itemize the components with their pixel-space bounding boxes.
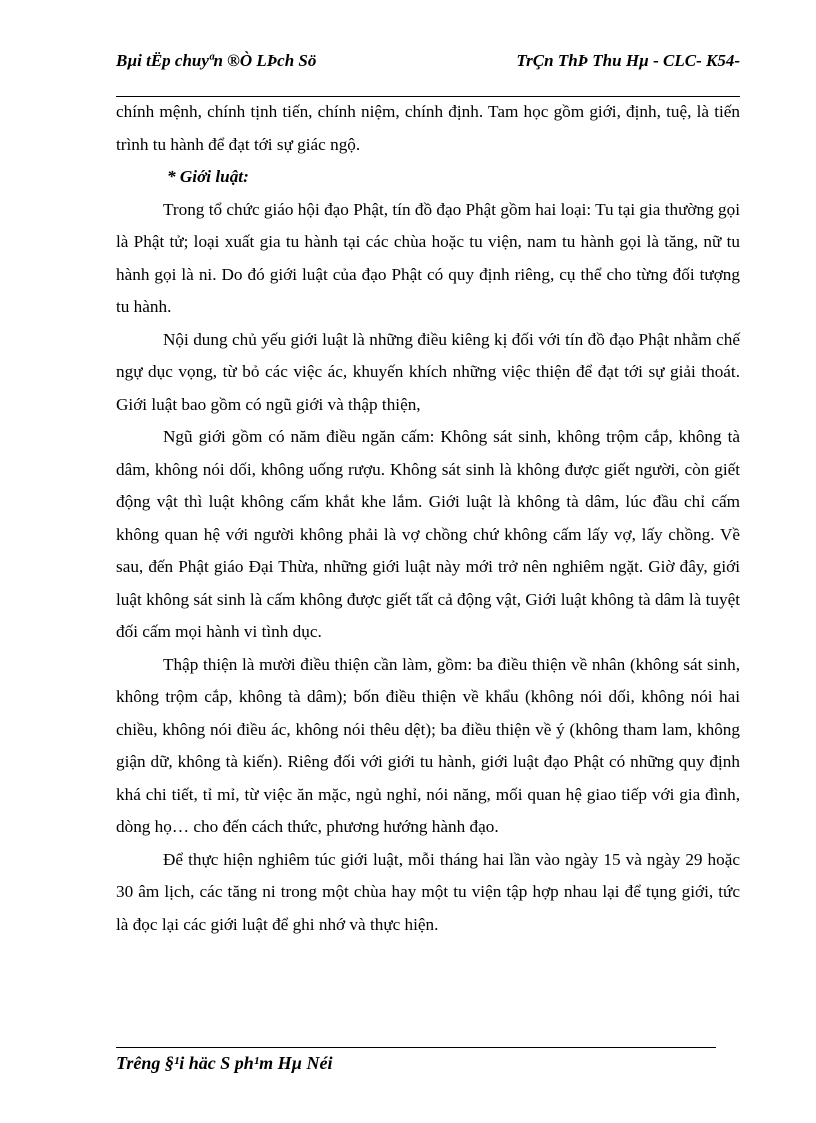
paragraph-1: Trong tổ chức giáo hội đạo Phật, tín đồ đạo Phật gồm hai loại: Tu tại gia thường gọi là Phật tử; loại xuất gia tu hành tại các chùa hoặc tu viện, nam tu hành gọi là tăng, nữ tu hành gọi là ni. Do đó giới luật của đạo Phật có quy định riêng, cụ thể cho từng đối tượng tu hành. (116, 199, 740, 316)
paragraph-continued: chính mệnh, chính tịnh tiến, chính niệm, chính định. Tam học gồm giới, định, tuệ, là tiến trình tu hành để đạt tới sự giác ngộ. (116, 102, 740, 154)
header-course-title: Bµi tËp chuyªn ®Ò LÞch Sö (116, 51, 317, 70)
paragraph-2: Nội dung chủ yếu giới luật là những điều kiêng kị đối với tín đồ đạo Phật nhằm chế ngự dục vọng, từ bỏ các việc ác, khuyến khích những việc thiện để đạt tới sự giải thoát. Giới luật bao gồm có ngũ giới và thập thiện, (116, 329, 740, 414)
footer-divider (116, 1047, 716, 1048)
paragraph-3: Ngũ giới gồm có năm điều ngăn cấm: Không sát sinh, không trộm cắp, không tà dâm, không nói dối, không uống rượu. Không sát sinh là không được giết người, còn giết động vật thì luật không cấm khắt khe lắm. Giới luật là không tà dâm, lúc đầu chỉ cấm không quan hệ với người không phải là vợ chồng chứ không cấm lấy vợ, lấy chồng. Về sau, đến Phật giáo Đại Thừa, những giới luật này mới trở nên nghiêm ngặt. Giờ đây, giới luật không sát sinh là cấm không được giết tất cả động vật, Giới luật không tà dâm là tuyệt đối cấm mọi hành vi tình dục. (116, 427, 740, 641)
page-footer: Trêng §¹i häc S ph¹m Hµ Néi (116, 1053, 333, 1073)
paragraph-5: Để thực hiện nghiêm túc giới luật, mỗi tháng hai lần vào ngày 15 và ngày 29 hoặc 30 âm lịch, các tăng ni trong một chùa hay một tu viện tập hợp nhau lại để tụng giới, tức là đọc lại các giới luật để ghi nhớ và thực hiện. (116, 849, 740, 934)
paragraph-4: Thập thiện là mười điều thiện cần làm, gồm: ba điều thiện về nhân (không sát sinh, không trộm cắp, không tà dâm); bốn điều thiện về khẩu (không nói dối, không nói hai chiều, không nói điều ác, không nói thêu dệt); ba điều thiện về ý (không tham lam, không giận dữ, không tà kiến). Riêng đối với giới tu hành, giới luật đạo Phật có những quy định khá chi tiết, tỉ mỉ, từ việc ăn mặc, ngủ nghỉ, nói năng, mối quan hệ giao tiếp với gia đình, dòng họ… cho đến cách thức, phương hướng hành đạo. (116, 654, 740, 836)
header-author: TrÇn ThÞ Thu Hµ - CLC- K54- (516, 51, 740, 70)
section-heading-gioi-luat: * Giới luật: (167, 167, 249, 186)
page-body (116, 96, 740, 941)
page-header (116, 50, 740, 97)
